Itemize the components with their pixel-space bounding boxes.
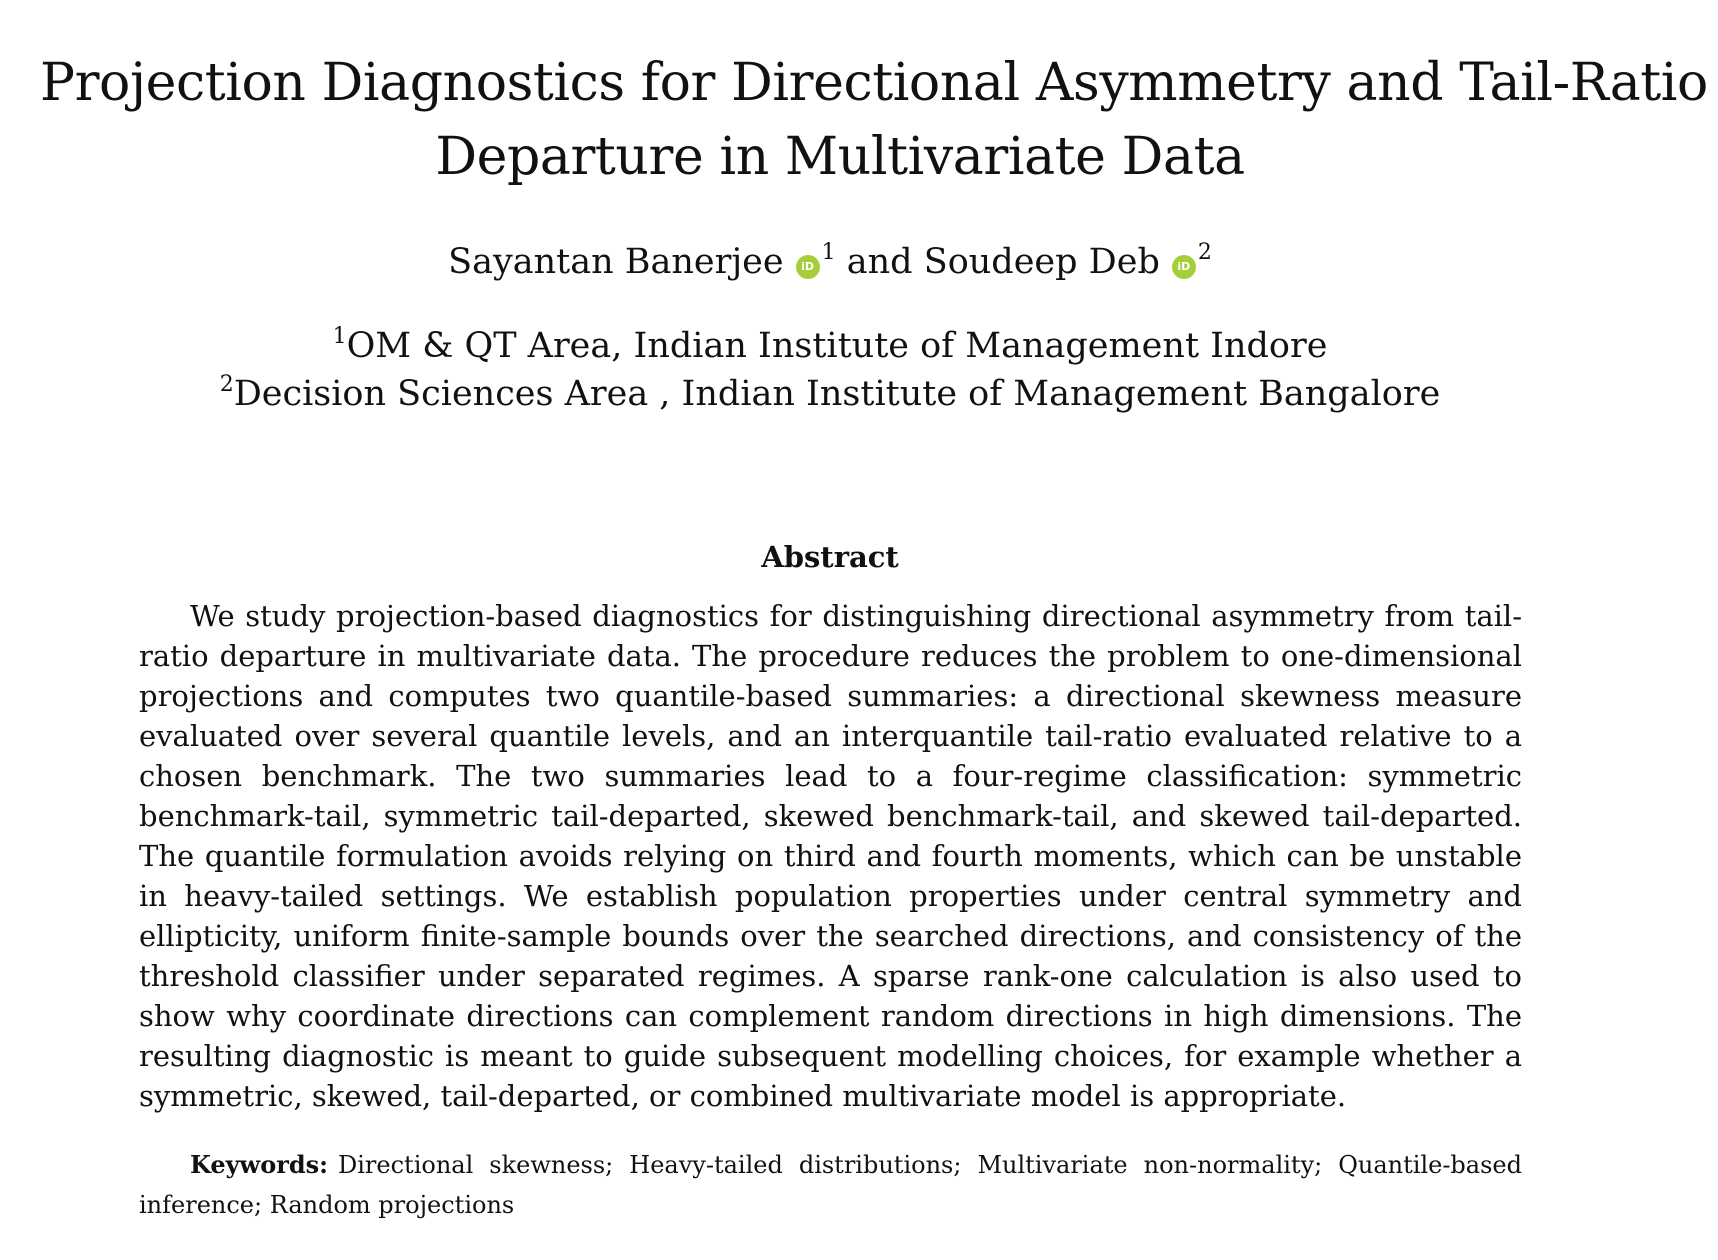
author-name-2: Soudeep Deb (923, 242, 1160, 282)
author-list (0, 238, 1660, 286)
keywords-section (139, 1145, 1522, 1225)
orcid-icon[interactable]: iD (1172, 255, 1196, 279)
affiliation-2 (0, 370, 1660, 418)
author-1-affiliation-mark: 1 (821, 240, 836, 265)
keywords-label: Keywords: (190, 1150, 329, 1179)
author-2-affiliation-mark: 2 (1197, 240, 1212, 265)
abstract-heading: Abstract (761, 540, 899, 574)
affiliation-1-mark: 1 (332, 324, 347, 349)
abstract-text: We study projection-based diagnostics for distinguishing directional asymmetry from tail-ratio departure in multivariate data. The procedure reduces the problem to one-dimensional projections and computes two quantile-based summaries: a directional skewness measure evaluated over several quantile levels, and an interquantile tail-ratio evaluated relative to a chosen benchmark. The two summaries lead to a four-regime classification: symmetric benchmark-tail, symmetric tail-departed, skewed benchmark-tail, and skewed tail-departed. The quantile formulation avoids relying on third and fourth moments, which can be unstable in heavy-tailed settings. We establish population properties under central symmetry and ellipticity, uniform finite-sample bounds over the searched directions, and consistency of the threshold classifier under separated regimes. A sparse rank-one calculation is also used to show why coordinate directions can complement random directions in high dimensions. The resulting diagnostic is meant to guide subsequent modelling choices, for example whether a symmetric, skewed, tail-departed, or combined multivariate model is appropriate. (139, 599, 1522, 1113)
orcid-icon[interactable]: iD (796, 255, 820, 279)
affiliation-2-mark: 2 (219, 372, 234, 397)
paper-title-line-2: Departure in Multivariate Data (435, 127, 1245, 187)
author-conjunction: and (846, 242, 913, 282)
keywords-text: Directional skewness; Heavy-tailed distributions; Multivariate non-normality; Quantile-based inference; Random projections (139, 1151, 1522, 1219)
affiliation-2-text: Decision Sciences Area , Indian Institute of Management Bangalore (233, 374, 1441, 414)
abstract-body (139, 596, 1522, 1116)
affiliation-list (0, 322, 1660, 418)
paper-title (40, 46, 1708, 194)
affiliation-1-text: OM & QT Area, Indian Institute of Management Indore (346, 326, 1328, 366)
author-name-1: Sayantan Banerjee (448, 242, 784, 282)
affiliation-1 (0, 322, 1660, 370)
paper-title-line-1: Projection Diagnostics for Directional Asymmetry and Tail-Ratio (40, 53, 1708, 113)
